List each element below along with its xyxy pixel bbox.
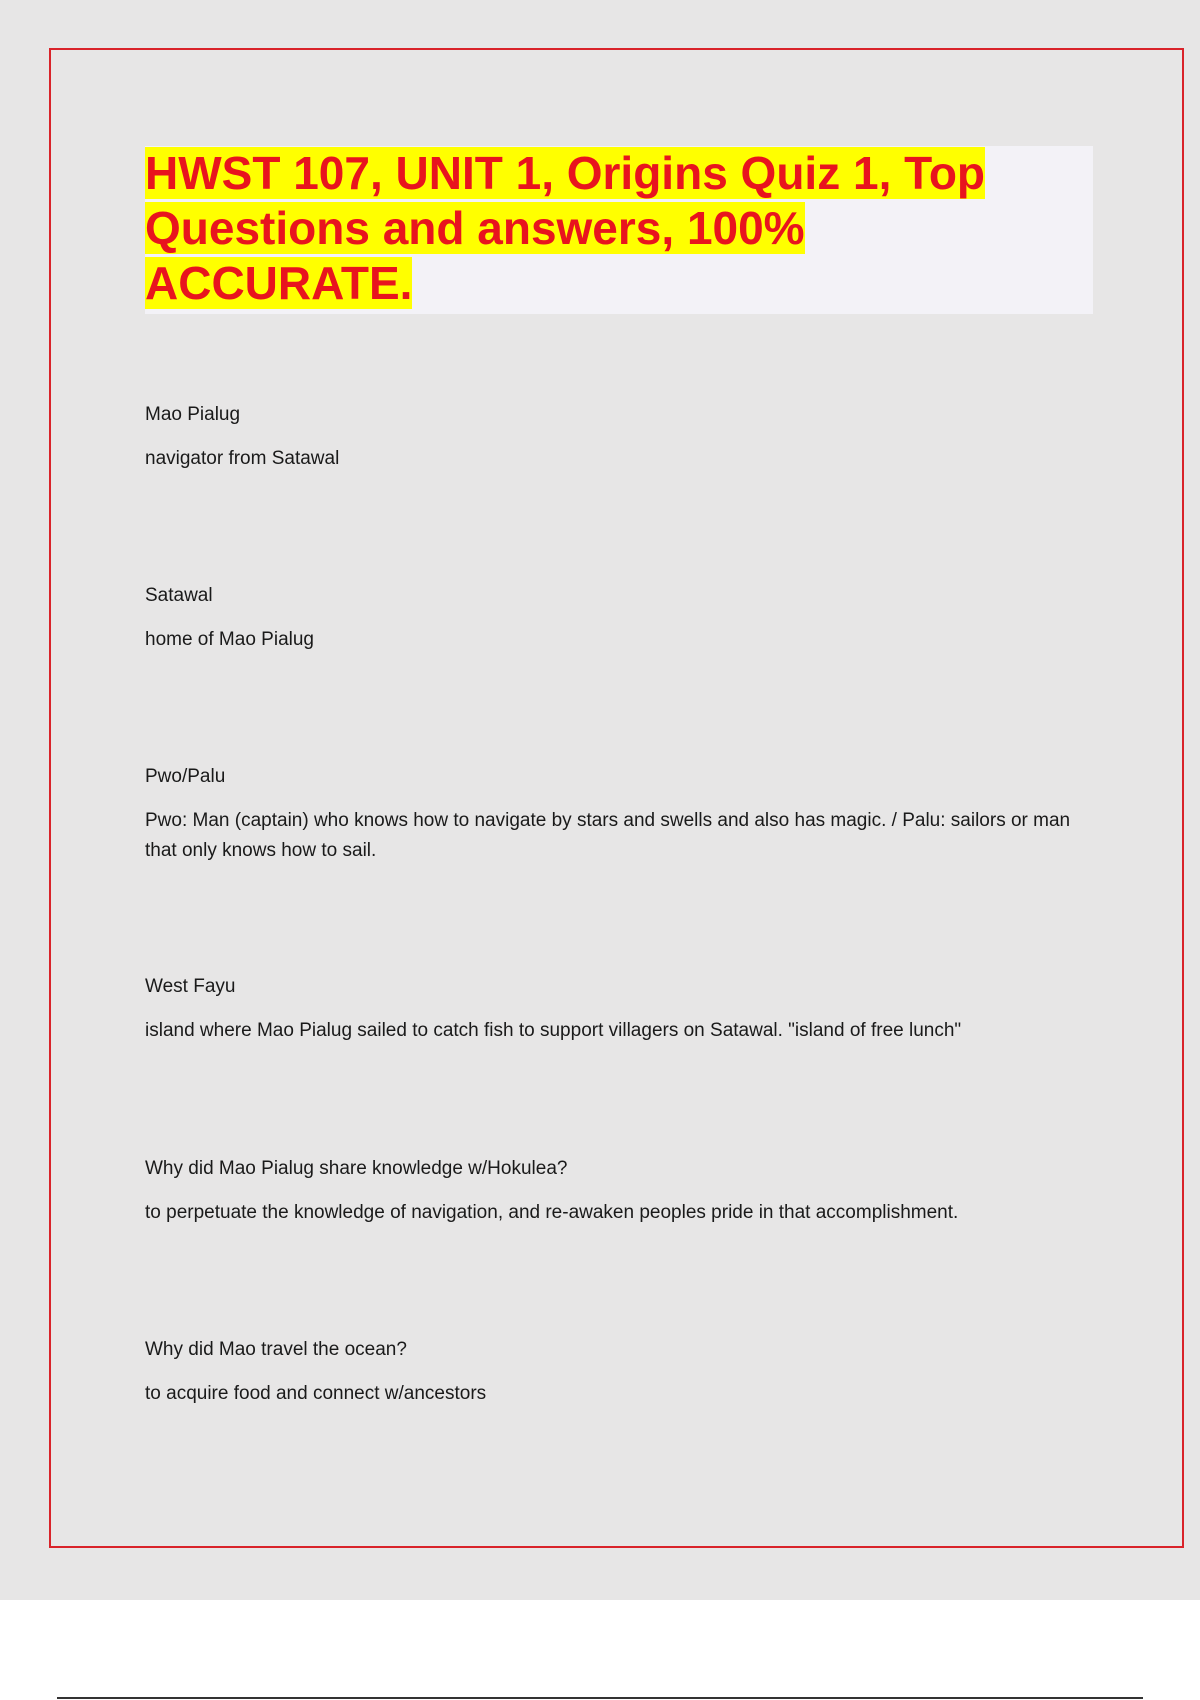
qa-item <box>145 1335 1095 1409</box>
qa-definition: Pwo: Man (captain) who knows how to navigate by stars and swells and also has magic. / Palu: sailors or man that only knows how to sail. <box>145 810 1071 861</box>
qa-term: Pwo/Palu <box>145 766 226 787</box>
qa-term: Mao Pialug <box>145 404 241 425</box>
title-block <box>145 146 1093 314</box>
qa-item <box>145 762 1095 866</box>
qa-term: Why did Mao travel the ocean? <box>145 1339 407 1360</box>
qa-term: West Fayu <box>145 976 236 997</box>
qa-definition: navigator from Satawal <box>145 448 340 469</box>
qa-item <box>145 400 1095 474</box>
title-line-3: ACCURATE. <box>145 257 413 309</box>
qa-term: Why did Mao Pialug share knowledge w/Hokulea? <box>145 1158 568 1179</box>
qa-definition: to perpetuate the knowledge of navigation, and re-awaken peoples pride in that accomplishment. <box>145 1202 959 1223</box>
qa-definition: island where Mao Pialug sailed to catch fish to support villagers on Satawal. "island of free lunch" <box>145 1020 962 1041</box>
qa-definition: home of Mao Pialug <box>145 629 314 650</box>
title-line-2: Questions and answers, 100% <box>145 202 805 254</box>
qa-term: Satawal <box>145 585 213 606</box>
title-line-1: HWST 107, UNIT 1, Origins Quiz 1, Top <box>145 147 986 199</box>
qa-item <box>145 972 1095 1046</box>
footer-divider <box>57 1697 1143 1699</box>
qa-item <box>145 581 1095 655</box>
qa-item <box>145 1154 1095 1228</box>
document-title <box>145 146 1093 311</box>
qa-definition: to acquire food and connect w/ancestors <box>145 1383 487 1404</box>
